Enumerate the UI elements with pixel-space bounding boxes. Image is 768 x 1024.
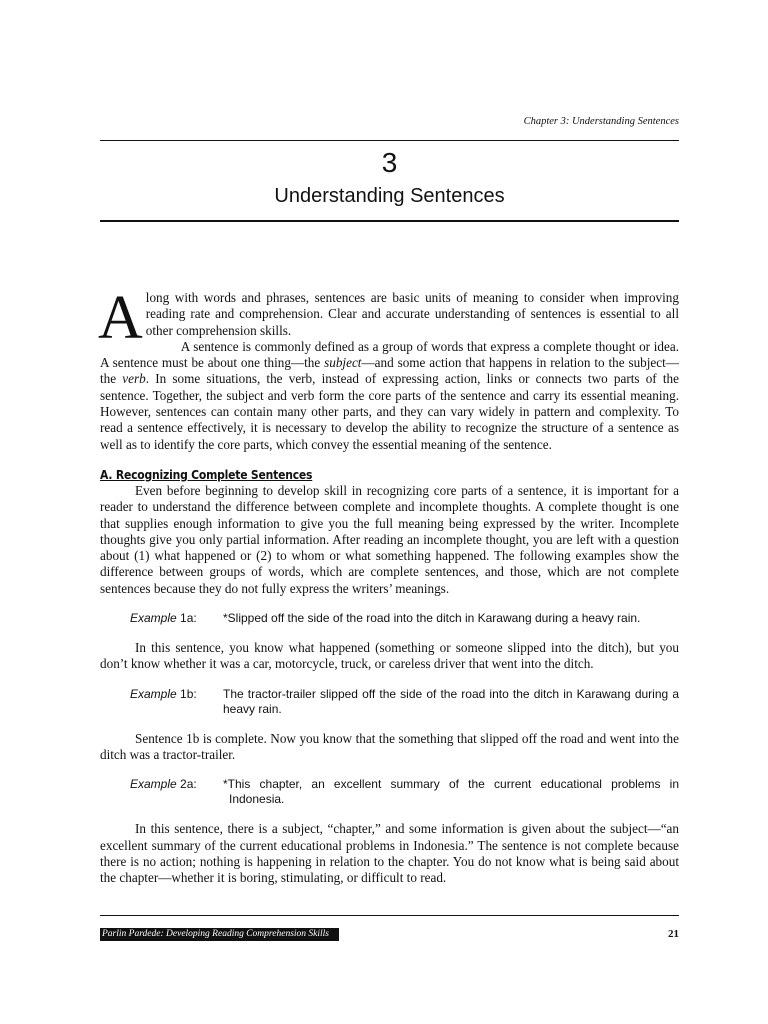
running-head: Chapter 3: Understanding Sentences xyxy=(523,116,679,127)
example-word: Example xyxy=(130,777,177,792)
footer-book-title: Parlin Pardede: Developing Reading Comprehension Skills xyxy=(100,928,339,941)
example-id: 1b: xyxy=(176,686,197,701)
section-paragraph-2: In this sentence, you know what happened (something or someone slipped into the ditch), but you don’t know whether it was a car, motorcycle, truck, or careless driver that went into the ditch. xyxy=(100,640,679,672)
example-word: Example xyxy=(130,686,177,701)
intro-p2-part-b: —and some action that happens in relation to the subject—the xyxy=(100,355,679,387)
section-paragraph-3: Sentence 1b is complete. Now you know that the something that slipped off the road and went into the ditch was a tractor-trailer. xyxy=(100,730,679,762)
example-1a xyxy=(130,611,679,626)
footer-rule xyxy=(100,915,679,916)
example-id: 2a: xyxy=(176,777,197,792)
example-id: 1a: xyxy=(176,611,197,626)
section-heading: A. Recognizing Complete Sentences xyxy=(100,467,313,482)
example-word: Example xyxy=(130,611,177,626)
example-text: *This chapter, an excellent summary of the current educational problems in Indonesia. xyxy=(223,777,679,807)
chapter-title: Understanding Sentences xyxy=(274,185,505,207)
drop-cap: A xyxy=(98,284,143,352)
term-subject: subject xyxy=(324,355,362,371)
example-label xyxy=(130,611,223,626)
body-text xyxy=(98,284,679,886)
title-rule xyxy=(100,220,679,222)
example-1b xyxy=(130,687,679,717)
page-number: 21 xyxy=(668,928,679,940)
intro-paragraph-1-text: long with words and phrases, sentences are basic units of meaning to consider when improving reading rate and comprehension. Clear and accurate understanding of sentences is essential to all other comprehension skills. xyxy=(145,290,679,338)
intro-p2-part-a: A sentence is commonly defined as a group of words that express a complete thought or idea. A sentence must be about one thing—the xyxy=(100,338,679,371)
header-rule xyxy=(100,140,679,141)
section-paragraph-4: In this sentence, there is a subject, “chapter,” and some information is given about the subject—“an excellent summary of the current educational problems in Indonesia.” The sentence is not complete because there is no action; nothing is happening in relation to the chapter. You do not know what is being said about the chapter—whether it is boring, stimulating, or difficult to read. xyxy=(100,821,679,886)
term-verb: verb xyxy=(122,371,146,387)
example-label xyxy=(130,687,223,717)
chapter-number: 3 xyxy=(381,147,398,178)
intro-paragraph-1 xyxy=(98,284,679,352)
example-text: The tractor-trailer slipped off the side of the road into the ditch in Karawang during a heavy rain. xyxy=(223,686,679,716)
example-text: *Slipped off the side of the road into the ditch in Karawang during a heavy rain. xyxy=(223,611,641,626)
section-paragraph-1: Even before beginning to develop skill in recognizing core parts of a sentence, it is important for a reader to understand the difference between complete and incomplete thoughts. A complete thought is one that supplies enough information to give you the full meaning being expressed by the writer. Incomplete thoughts give you only partial information. After reading an incomplete thought, you are left with a question about (1) what happened or (2) to whom or what something happened. The following examples show the difference between groups of words, which are complete sentences, and those, which are not complete sentences because they do not fully express the writers’ meanings. xyxy=(100,482,679,596)
example-label xyxy=(130,777,223,807)
example-2a xyxy=(130,777,679,807)
intro-p2-part-c: . In some situations, the verb, instead of expressing action, links or connects two parts of the sentence. Together, the subject and verb form the core parts of the sentence and carry its essential meaning. However, sentences can contain many other parts, and they can vary widely in pattern and complexity. To read a sentence effectively, it is necessary to develop the ability to recognize the structure of a sentence as well as to identify the core parts, which convey the essential meaning of the sentence. xyxy=(100,371,679,452)
intro-paragraph-2 xyxy=(100,339,679,453)
